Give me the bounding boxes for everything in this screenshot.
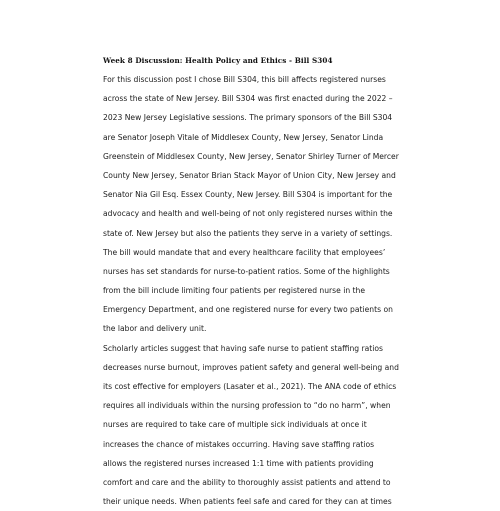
- body-line: from the bill include limiting four patients per registered nurse in the: [103, 286, 366, 296]
- body-line: Greenstein of Middlesex County, New Jersey, Senator Shirley Turner of Mercer: [103, 151, 399, 161]
- body-line: 2023 New Jersey Legislative sessions. The primary sponsors of the Bill S304: [103, 113, 393, 123]
- body-line: advocacy and health and well-being of not only registered nurses within the: [103, 209, 393, 219]
- body-line: the labor and delivery unit.: [103, 324, 207, 334]
- body-line: comfort and care and the ability to thoroughly assist patients and attend to: [103, 477, 391, 487]
- document-body: [103, 70, 403, 511]
- body-line: requires all individuals within the nursing profession to “do no harm”, when: [103, 401, 391, 411]
- body-line: For this discussion post I chose Bill S304, this bill affects registered nurses: [103, 75, 386, 84]
- body-line: allows the registered nurses increased 1:1 time with patients providing: [103, 458, 374, 468]
- body-line: Scholarly articles suggest that having safe nurse to patient staffing ratios: [103, 343, 384, 353]
- body-line: increases the chance of mistakes occurring. Having save staffing ratios: [103, 439, 375, 449]
- body-line: its cost effective for employers (Lasater et al., 2021). The ANA code of ethics: [103, 382, 397, 391]
- body-line: nurses are required to take care of multiple sick individuals at once it: [103, 420, 367, 430]
- body-line: County New Jersey, Senator Brian Stack Mayor of Union City, New Jersey and: [103, 170, 396, 180]
- body-line: Senator Nia Gil Esq. Essex County, New Jersey. Bill S304 is important for the: [103, 190, 393, 200]
- body-line: their unique needs. When patients feel safe and cared for they can at times: [103, 497, 392, 507]
- body-line: are Senator Joseph Vitale of Middlesex County, New Jersey, Senator Linda: [103, 132, 384, 142]
- body-line: decreases nurse burnout, improves patient safety and general well-being and: [103, 362, 399, 372]
- body-line: nurses has set standards for nurse-to-patient ratios. Some of the highlights: [103, 266, 390, 276]
- body-line: across the state of New Jersey. Bill S304 was first enacted during the 2022 –: [103, 94, 393, 104]
- body-line: The bill would mandate that and every healthcare facility that employees’: [103, 247, 386, 257]
- document-heading: Week 8 Discussion: Health Policy and Ethics - Bill S304: [103, 56, 333, 65]
- body-line: state of. New Jersey but also the patients they serve in a variety of settings.: [103, 228, 393, 238]
- body-line: Emergency Department, and one registered nurse for every two patients on: [103, 305, 393, 315]
